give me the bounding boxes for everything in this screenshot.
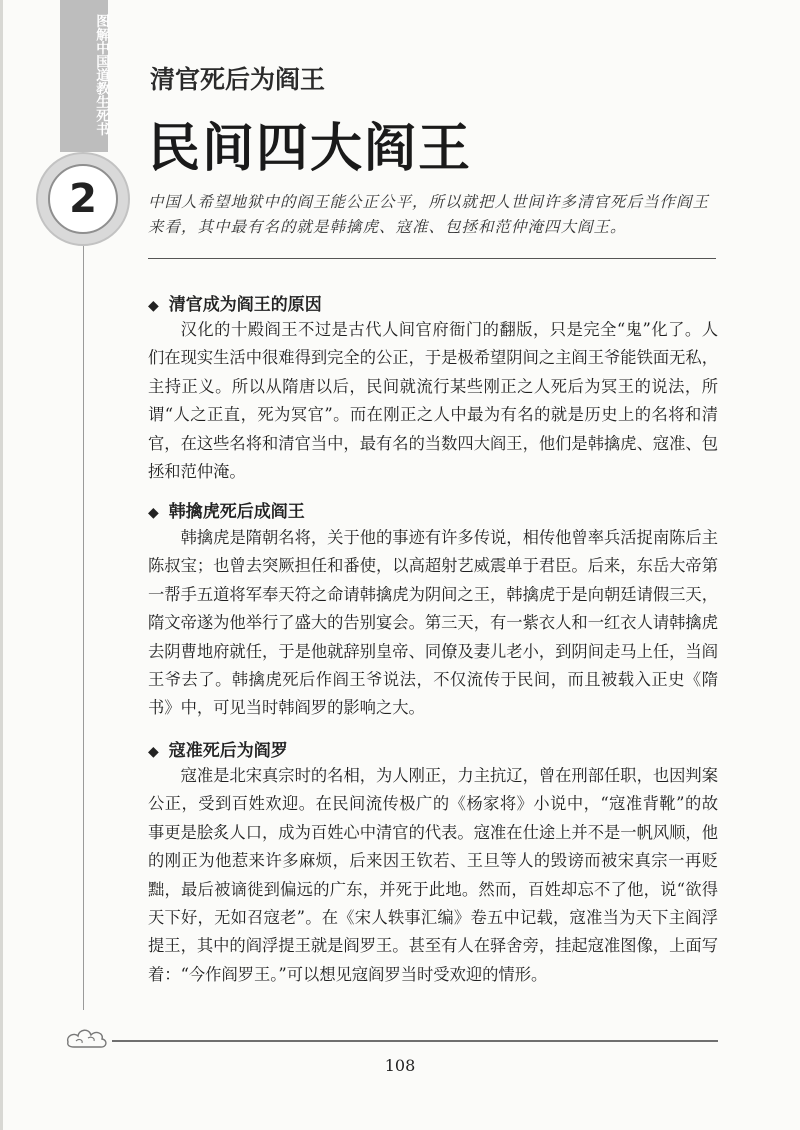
intro-paragraph: 中国人希望地狱中的阎王能公正公平，所以就把人世间许多清官死后当作阎王来看，其中最有名的就是韩擒虎、寇准、包拯和范仲淹四大阎王。: [148, 193, 710, 236]
section-body-2: 韩擒虎是隋朝名将，关于他的事迹有许多传说，相传他曾率兵活捉南陈后主陈叔宝；也曾去突厥担任和番使，以高超射艺威震单于君臣。后来，东岳大帝第一帮手五道将军奉天符之命请韩擒虎为阴间之王，韩擒虎于是向朝廷请假三天，隋文帝遂为他举行了盛大的告别宴会。第三天，有一紫衣人和一红衣人请韩擒虎去阴曹地府就任，于是他就辞别皇帝、同僚及妻儿老小，到阴间走马上任，当阎王爷去了。韩擒虎死后作阎王爷说法，不仅流传于民间，而且被载入正史《隋书》中，可见当时韩阎罗的影响之大。: [148, 528, 718, 718]
series-tab: 图解中国道教生死书: [93, 14, 109, 136]
chapter-number: 2: [48, 164, 118, 234]
cloud-ornament-icon: [64, 1024, 110, 1052]
subtitle: 清官死后为阎王: [150, 65, 326, 94]
diamond-bullet-icon: ◆: [148, 298, 159, 314]
diamond-bullet-icon: ◆: [148, 744, 159, 760]
page-edge: [0, 0, 3, 1130]
header-divider: [148, 258, 716, 259]
footer-divider: [112, 1040, 718, 1042]
section-heading-3: ◆ 寇准死后为阎罗: [148, 741, 288, 761]
side-vertical-line: [83, 230, 84, 1010]
section-heading-2: ◆ 韩擒虎死后成阎王: [148, 502, 305, 522]
section-body-3: 寇准是北宋真宗时的名相，为人刚正，力主抗辽，曾在刑部任职，也因判案公正，受到百姓欢迎。在民间流传极广的《杨家将》小说中，“寇准背靴”的故事更是脍炙人口，成为百姓心中清官的代表。寇准在仕途上并不是一帆风顺，他的刚正为他惹来许多麻烦，后来因王钦若、王旦等人的毁谤而被宋真宗一再贬黜，最后被谪徙到偏远的广东，并死于此地。然而，百姓却忘不了他，说“欲得天下好，无如召寇老”。在《宋人轶事汇编》卷五中记载，寇准当为天下主阎浮提王，其中的阎浮提王就是阎罗王。甚至有人在驿舍旁，挂起寇准图像，上面写着：“今作阎罗王。”可以想见寇阎罗当时受欢迎的情形。: [148, 766, 718, 984]
page-number: 108: [384, 1056, 416, 1075]
diamond-bullet-icon: ◆: [148, 505, 159, 521]
section-heading-1: ◆ 清官成为阎王的原因: [148, 295, 322, 315]
section-body-1: 汉化的十殿阎王不过是古代人间官府衙门的翻版，只是完全“鬼”化了。人们在现实生活中很难得到完全的公正，于是极希望阴间之主阎王爷能铁面无私，主持正义。所以从隋唐以后，民间就流行某些刚正之人死后为冥王的说法，所谓“人之正直，死为冥官”。而在刚正之人中最为有名的就是历史上的名将和清官，在这些名将和清官当中，最有名的当数四大阎王，他们是韩擒虎、寇准、包拯和范仲淹。: [148, 320, 718, 482]
page-title: 民间四大阎王: [148, 118, 473, 179]
